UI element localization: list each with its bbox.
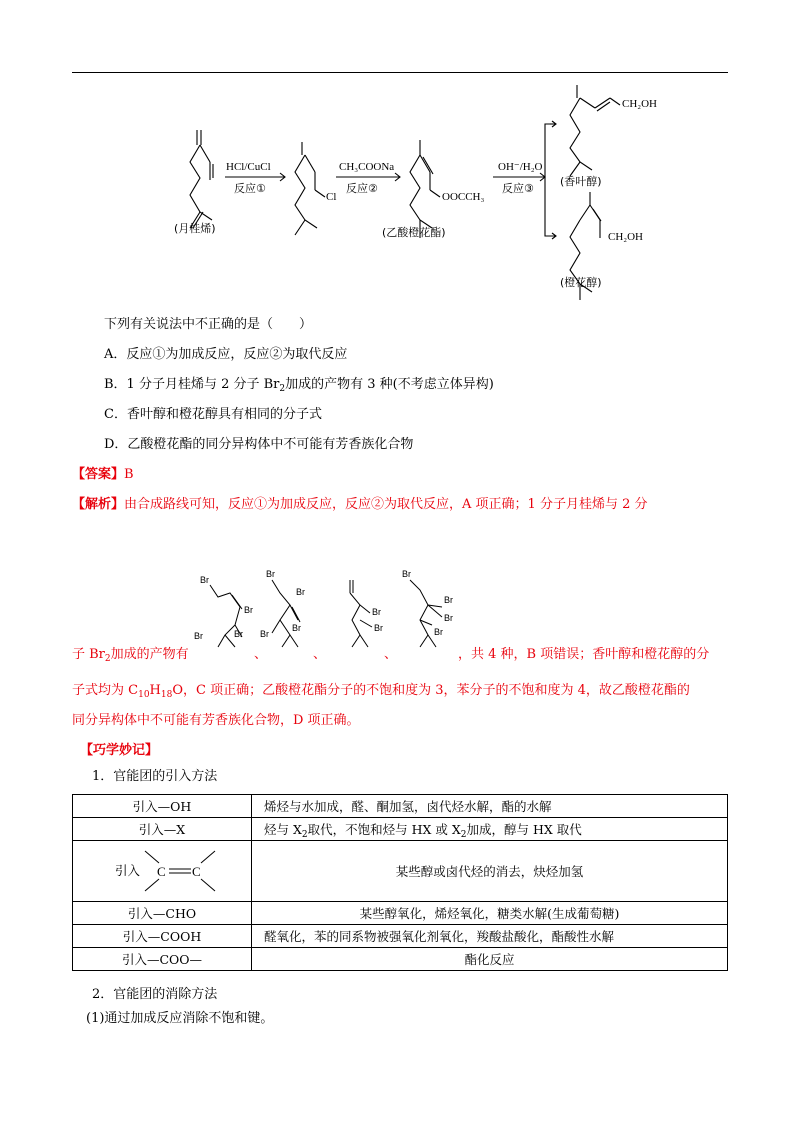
product-bracket bbox=[545, 124, 555, 236]
table-row bbox=[73, 795, 728, 818]
chloride-cl-label: Cl bbox=[326, 191, 337, 203]
reaction-3-label: 反应③ bbox=[502, 182, 534, 195]
br-2b: Br bbox=[296, 587, 305, 597]
acetate-name-label: (乙酸橙花酯) bbox=[382, 226, 446, 239]
geraniol-ch2oh: CH₂OH bbox=[622, 98, 658, 110]
acetate-ester-label: OOCCH₃ bbox=[442, 191, 485, 203]
option-a: A．反应①为加成反应，反应②为取代反应 bbox=[104, 347, 348, 362]
analysis-line-2-tail: ，共 4 种，B 项错误；香叶醇和橙花醇的分 bbox=[458, 647, 710, 662]
option-c: C．香叶醇和橙花醇具有相同的分子式 bbox=[104, 407, 322, 422]
chloride-structure bbox=[295, 142, 325, 235]
acetate-structure bbox=[410, 140, 440, 238]
bromide-product-3 bbox=[350, 580, 372, 647]
table-row bbox=[73, 925, 728, 948]
analysis-line-4: 同分异构体中不可能有芳香族化合物，D 项正确。 bbox=[72, 713, 360, 728]
br-3a: Br bbox=[372, 607, 381, 617]
reaction-scheme-svg bbox=[150, 80, 710, 305]
table-row bbox=[73, 948, 728, 971]
alkene-structure-icon bbox=[139, 847, 225, 895]
table-cell-group: 引入—X bbox=[73, 818, 252, 841]
br-4c: Br bbox=[444, 613, 453, 623]
table-cell-methods: 某些醇氧化，烯烃氧化，糖类水解(生成葡萄糖) bbox=[252, 902, 728, 925]
functional-group-table bbox=[72, 794, 728, 971]
table-cell-methods: 醛氧化，苯的同系物被强氧化剂氧化，羧酸盐酸化，酯酸性水解 bbox=[252, 925, 728, 948]
table-cell-methods: 烃与 $X_2$取代，不饱和烃与 HX 或 $X_2$加成，醇与 HX 取代 bbox=[252, 818, 728, 841]
table-cell-group: 引入—CHO bbox=[73, 902, 252, 925]
reagent-2: CH₃COONa bbox=[339, 161, 395, 173]
separator-3: 、 bbox=[384, 647, 398, 662]
table-row bbox=[73, 841, 728, 902]
reagent-3: OH⁻/H₂O bbox=[498, 161, 543, 173]
nerol-ch2oh: CH₂OH bbox=[608, 231, 644, 243]
table-cell-methods: 酯化反应 bbox=[252, 948, 728, 971]
tips-section-2: 2．官能团的消除方法 bbox=[92, 987, 218, 1002]
br-1a: Br bbox=[200, 575, 209, 585]
separator-2: 、 bbox=[313, 647, 327, 662]
alkene-intro-label: 引入 bbox=[115, 863, 141, 878]
table-cell-group: 引入—COO— bbox=[73, 948, 252, 971]
br-1c: Br bbox=[194, 631, 203, 641]
table-cell-group: 引入—OH bbox=[73, 795, 252, 818]
analysis-line-2: 子 $Br_2$加成的产物有 bbox=[72, 647, 189, 664]
analysis-line-1: 【解析】由合成路线可知，反应①为加成反应，反应②为取代反应，A 项正确；1 分子月桂烯与 2 分 bbox=[72, 497, 648, 512]
reaction-scheme bbox=[150, 80, 710, 305]
br-4b: Br bbox=[444, 595, 453, 605]
br-3b: Br bbox=[374, 623, 383, 633]
br-2c: Br bbox=[260, 629, 269, 639]
tips-section-1: 1．官能团的引入方法 bbox=[92, 769, 218, 784]
table-row bbox=[73, 902, 728, 925]
table-cell-group bbox=[73, 841, 252, 902]
reagent-1: HCl/CuCl bbox=[226, 161, 271, 173]
br-2d: Br bbox=[292, 623, 301, 633]
separator-1: 、 bbox=[254, 647, 268, 662]
br-4a: Br bbox=[402, 569, 411, 579]
answer: 【答案】B bbox=[72, 467, 134, 482]
tips-section-2-item-1: (1)通过加成反应消除不饱和键。 bbox=[86, 1011, 274, 1026]
br-1d: Br bbox=[234, 629, 243, 639]
tips-title: 【巧学妙记】 bbox=[80, 743, 159, 758]
br-4d: Br bbox=[434, 627, 443, 637]
question-stem: 下列有关说法中不正确的是（ ） bbox=[104, 317, 313, 332]
reaction-1-label: 反应① bbox=[234, 182, 266, 195]
header-rule bbox=[72, 72, 728, 73]
alkene-c-right: C bbox=[192, 864, 201, 879]
table-cell-methods: 烯烃与水加成，醛、酮加氢，卤代烃水解，酯的水解 bbox=[252, 795, 728, 818]
option-b: B．1 分子月桂烯与 2 分子 $Br_2$加成的产物有 3 种(不考虑立体异构) bbox=[104, 377, 494, 394]
table-row bbox=[73, 818, 728, 841]
br-2a: Br bbox=[266, 569, 275, 579]
reaction-2-label: 反应② bbox=[346, 182, 378, 195]
br-1b: Br bbox=[244, 605, 253, 615]
analysis-line-3: 子式均为 $C_{10}H_{18}O$，C 项正确；乙酸橙花酯分子的不饱和度为 3，苯分子的不饱和度为 4，故乙酸橙花酯的 bbox=[72, 683, 690, 700]
table-cell-methods: 某些醇或卤代烃的消去，炔烃加氢 bbox=[252, 841, 728, 902]
option-d: D．乙酸橙花酯的同分异构体中不可能有芳香族化合物 bbox=[104, 437, 414, 452]
geraniol-label: (香叶醇) bbox=[560, 175, 602, 188]
geraniol-structure bbox=[570, 85, 620, 176]
nerol-label: (橙花醇) bbox=[560, 276, 602, 289]
myrcene-structure bbox=[190, 130, 213, 228]
alkene-c-left: C bbox=[157, 864, 166, 879]
myrcene-label: (月桂烯) bbox=[174, 222, 216, 235]
table-cell-group: 引入—COOH bbox=[73, 925, 252, 948]
